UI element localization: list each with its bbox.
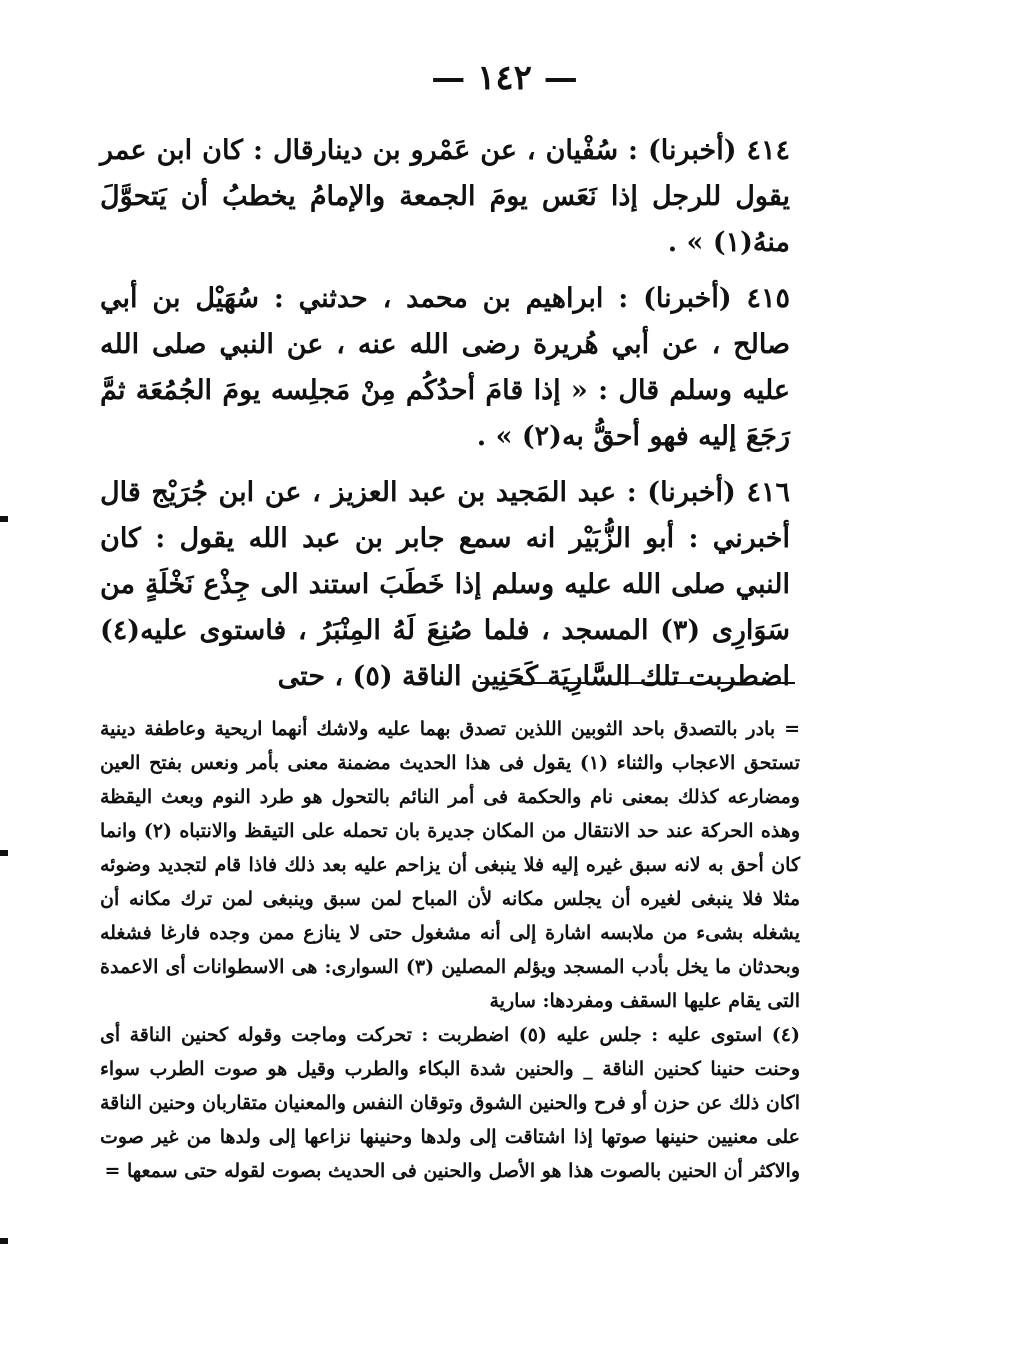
hadith-body: (أخبرنا) : سُفْيان ، عن عَمْرو بن دينارقال : كان ابن عمر يقول للرجل إذا نَعَس يومَ الجمعة والإمامُ يخطبُ أن يَتحوَّلَ منهُ(١) » .	[100, 135, 790, 258]
margin-mark	[0, 850, 8, 856]
margin-mark	[0, 516, 8, 522]
footnote-divider	[480, 682, 795, 684]
footnote-paragraph: = بادر بالتصدق باحد الثوبين اللذين تصدق بهما عليه ولاشك أنهما اريحية وعاطفة دينية تستحق الاعجاب والثناء (١) يقول فى هذا الحديث مضمنة معنى بأمر ونعس بفتح العين ومضارعه كذلك بمعنى نام والحكمة فى أمر النائم بالتحول هو طرد النوم وبعث اليقظة وهذه الحركة عند حد الانتقال من المكان جديرة بان تحمله على التيقظ والانتباه (٢) وانما كان أحق به لانه سبق غيره إليه فلا ينبغى أن يزاحم عليه بعد ذلك فاذا قام لتجديد وضوئه مثلا فلا ينبغى لغيره أن يجلس مكانه لأن المباح لمن سبق وينبغى لمن ترك مكانه أن يشغله بشىء من ملابسه اشارة إلى أنه مشغول حتى لا ينازع ممن وجده فارغا فشغله وبحدثان ما يخل بأدب المسجد ويؤلم المصلين (٣) السوارى: هى الاسطوانات أى الاعمدة التى يقام عليها السقف ومفردها: سارية	[100, 718, 801, 1012]
hadith-text-block	[100, 128, 790, 710]
hadith-415	[100, 276, 790, 460]
hadith-body: (أخبرنا) : ابراهيم بن محمد ، حدثني : سُهَيْل بن أبي صالح ، عن أبي هُريرة رضى الله عنه ، عن النبي صلى الله عليه وسلم قال : « إذا قامَ أحدُكُم مِنْ مَجلِسه يومَ الجُمُعَة ثمَّ رَجَعَ إليه فهو أحقُّ به(٢) » .	[100, 283, 790, 452]
footnote-paragraph: (٤) استوى عليه : جلس عليه (٥) اضطربت : تحركت وماجت وقوله كحنين الناقة أى وحنت حنينا كحنين الناقة _ والحنين شدة البكاء والطرب وقيل هو صوت الطرب سواء اكان ذلك عن حزن أو فرح والحنين الشوق وتوقان النفس والمعنيان متقاربان وحنين الناقة على معنيين حنينها صوتها إذا اشتاقت إلى ولدها وحنينها نزاعها إلى ولدها من غير صوت والاكثر أن الحنين بالصوت هذا هو الأصل والحنين فى الحديث بصوت لقوله حتى سمعها =	[100, 1024, 801, 1182]
footnotes-block	[100, 712, 800, 1188]
hadith-414	[100, 128, 790, 266]
hadith-number: ٤١٤	[746, 135, 791, 166]
hadith-number: ٤١٥	[746, 283, 791, 314]
hadith-body: (أخبرنا) : عبد المَجيد بن عبد العزيز ، عن ابن جُرَيْج قال أخبرني : أبو الزُّبَيْر انه سمع جابر بن عبد الله يقول : كان النبي صلى الله عليه وسلم إذا خَطَبَ استند الى جِذْع نَخْلَةٍ من سَوَارِى (٣) المسجد ، فلما صُنِعَ لَهُ المِنْبَرُ ، فاستوى عليه(٤) اضطربت تلك السَّارِيَة كَحَنِين الناقة (٥) ، حتى	[100, 477, 790, 692]
page-number: — ١٤٢ —	[431, 58, 578, 98]
hadith-416	[100, 470, 790, 700]
hadith-number: ٤١٦	[746, 477, 790, 508]
margin-mark	[0, 1238, 8, 1244]
